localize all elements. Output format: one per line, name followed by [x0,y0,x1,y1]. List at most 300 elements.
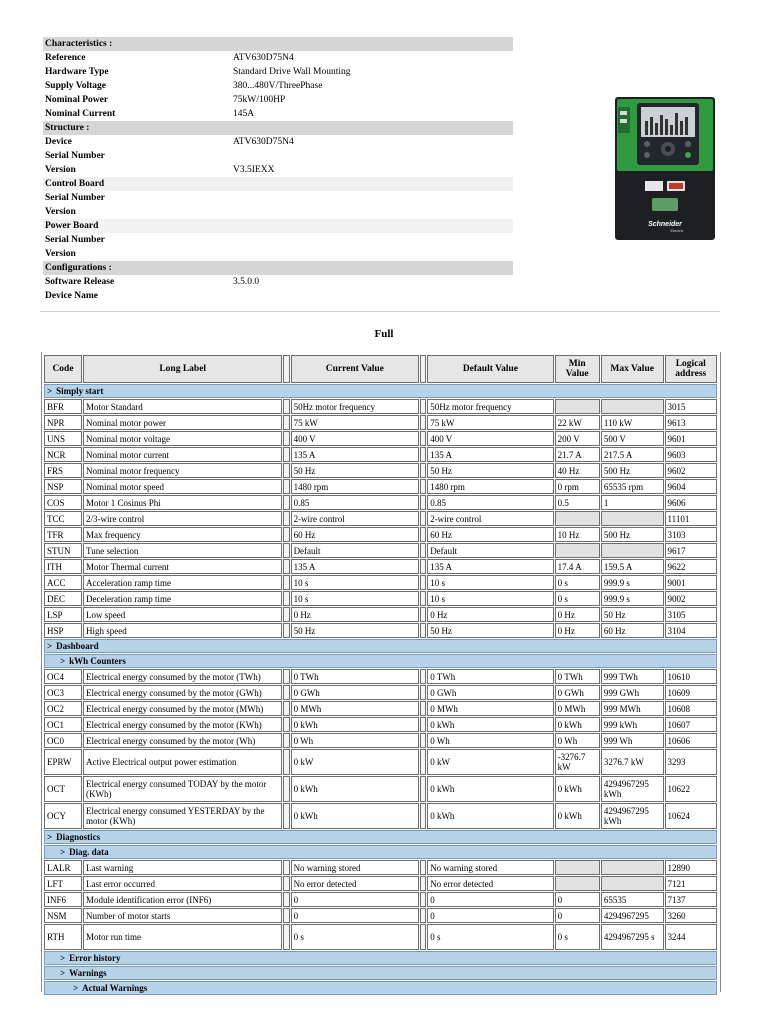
param-min-value: 0 MWh [555,701,600,716]
param-default-value: 10 s [427,575,553,590]
parameter-row [44,892,717,907]
param-default-value: 0 Wh [427,733,553,748]
group-row [44,951,717,965]
characteristics-section-row [43,37,513,51]
column-spacer [420,355,426,383]
param-min-value: 0 kWh [555,803,600,829]
param-current-value: 0 kWh [291,803,419,829]
param-default-value: 0 [427,908,553,923]
param-current-value: 0 GWh [291,685,419,700]
param-current-value: 2-wire control [291,511,419,526]
param-default-value: 0 MWh [427,701,553,716]
group-label: kWh Counters [69,656,126,666]
param-current-value: 50 Hz [291,623,419,638]
param-long-label: Electrical energy consumed TODAY by the motor (KWh) [83,776,282,802]
param-max-value: 500 V [601,431,664,446]
param-max-value: 60 Hz [601,623,664,638]
column-spacer [420,431,426,446]
brand-logo-text: Schneider [648,221,682,228]
param-min-value: 0 rpm [555,479,600,494]
header-code: Code [44,355,82,383]
group-label: Actual Warnings [82,983,148,993]
characteristic-label: Version [45,248,76,259]
param-max-value: 4294967295 s [601,924,664,950]
param-min-value: 22 kW [555,415,600,430]
characteristic-row [43,191,513,205]
param-max-value: 110 kW [601,415,664,430]
header-logical-address: Logical address [665,355,717,383]
param-current-value: No error detected [291,876,419,891]
param-max-value: 500 Hz [601,463,664,478]
param-current-value: 400 V [291,431,419,446]
group-label: Error history [69,953,121,963]
header-current-value: Current Value [291,355,419,383]
param-long-label: Low speed [83,607,282,622]
characteristic-label: Nominal Current [45,108,116,119]
param-min-value: 0 [555,892,600,907]
param-current-value: 0 kWh [291,717,419,732]
column-spacer [283,495,289,510]
characteristic-value [231,289,513,303]
section-divider [40,311,720,312]
characteristic-label: Serial Number [45,192,105,203]
param-default-value: 0 kWh [427,776,553,802]
column-spacer [420,415,426,430]
group-label: Warnings [69,968,107,978]
param-logical-address: 9002 [665,591,717,606]
param-logical-address: 3103 [665,527,717,542]
param-logical-address: 10609 [665,685,717,700]
column-spacer [283,527,289,542]
param-max-value: 999 kWh [601,717,664,732]
characteristic-label: Serial Number [45,150,105,161]
param-min-value: 0 Hz [555,623,600,638]
param-min-value: 0 s [555,924,600,950]
param-logical-address: 7121 [665,876,717,891]
column-spacer [283,749,289,775]
param-max-value: 159.5 A [601,559,664,574]
characteristic-row [43,163,513,177]
characteristic-row [43,205,513,219]
param-logical-address: 3105 [665,607,717,622]
column-spacer [420,876,426,891]
param-long-label: Number of motor starts [83,908,282,923]
param-default-value: 0 Hz [427,607,553,622]
param-current-value: 0 Hz [291,607,419,622]
param-default-value: 50 Hz [427,623,553,638]
param-logical-address: 12890 [665,860,717,875]
characteristic-row [43,93,513,107]
group-header[interactable] [44,845,717,859]
parameter-row [44,575,717,590]
characteristic-label: Device [45,136,72,147]
param-current-value: 1480 rpm [291,479,419,494]
parameter-row [44,559,717,574]
expand-arrow-icon: > [60,968,66,978]
param-min-value: 21.7 A [555,447,600,462]
param-code: OC0 [44,733,82,748]
param-logical-address: 3104 [665,623,717,638]
header-min-value: Min Value [555,355,600,383]
param-long-label: Motor run time [83,924,282,950]
param-code: COS [44,495,82,510]
param-min-value [555,876,600,891]
param-min-value [555,399,600,414]
column-spacer [283,776,289,802]
param-long-label: 2/3-wire control [83,511,282,526]
param-logical-address: 9613 [665,415,717,430]
characteristic-label: Version [45,206,76,217]
param-default-value: 135 A [427,559,553,574]
param-current-value: No warning stored [291,860,419,875]
table-header-row [44,355,717,383]
characteristic-value: 75kW/100HP [233,94,286,105]
param-min-value: 10 Hz [555,527,600,542]
param-default-value: 0.85 [427,495,553,510]
param-code: FRS [44,463,82,478]
param-logical-address: 10610 [665,669,717,684]
parameter-row [44,924,717,950]
characteristic-label: Control Board [43,177,231,191]
param-code: TCC [44,511,82,526]
param-default-value: Default [427,543,553,558]
parameter-row [44,415,717,430]
param-code: BFR [44,399,82,414]
column-spacer [283,669,289,684]
section-fill [231,37,513,51]
parameter-row [44,431,717,446]
parameter-row [44,733,717,748]
param-min-value: 0 s [555,591,600,606]
column-spacer [283,431,289,446]
group-header[interactable] [44,951,717,965]
characteristic-value: ATV630D75N4 [233,136,294,147]
param-long-label: Electrical energy consumed by the motor (MWh) [83,701,282,716]
parameter-row [44,479,717,494]
expand-arrow-icon: > [47,832,53,842]
param-code: OCT [44,776,82,802]
param-max-value: 1 [601,495,664,510]
param-current-value: 10 s [291,575,419,590]
param-max-value: 500 Hz [601,527,664,542]
characteristic-value [231,219,513,233]
group-header[interactable] [44,654,717,668]
param-long-label: Electrical energy consumed by the motor (TWh) [83,669,282,684]
column-spacer [283,924,289,950]
param-min-value [555,511,600,526]
header-default-value: Default Value [427,355,553,383]
param-code: NPR [44,415,82,430]
param-long-label: Module identification error (INF6) [83,892,282,907]
param-logical-address: 11101 [665,511,717,526]
param-min-value [555,543,600,558]
column-spacer [420,669,426,684]
param-max-value [601,860,664,875]
param-default-value: 400 V [427,431,553,446]
param-default-value: 135 A [427,447,553,462]
param-code: INF6 [44,892,82,907]
group-header[interactable] [44,830,717,844]
column-spacer [283,623,289,638]
param-logical-address: 10606 [665,733,717,748]
column-spacer [283,511,289,526]
param-current-value: 0 Wh [291,733,419,748]
param-code: OCY [44,803,82,829]
parameter-row [44,701,717,716]
column-spacer [420,908,426,923]
param-logical-address: 3015 [665,399,717,414]
param-code: DEC [44,591,82,606]
param-default-value: 0 kWh [427,717,553,732]
param-code: HSP [44,623,82,638]
section-fill [231,121,513,135]
param-code: NCR [44,447,82,462]
column-spacer [420,479,426,494]
header-max-value: Max Value [601,355,664,383]
param-logical-address: 9606 [665,495,717,510]
characteristic-value [231,191,513,205]
characteristics-section-row [43,261,513,275]
column-spacer [283,447,289,462]
column-spacer [283,717,289,732]
param-long-label: Motor Thermal current [83,559,282,574]
parameter-row [44,623,717,638]
characteristic-value: V3.5IEXX [233,164,275,175]
param-default-value: 75 kW [427,415,553,430]
param-default-value: No error detected [427,876,553,891]
param-default-value: 0 kWh [427,803,553,829]
param-long-label: Max frequency [83,527,282,542]
group-row [44,654,717,668]
expand-arrow-icon: > [60,656,66,666]
parameter-row [44,543,717,558]
param-code: NSP [44,479,82,494]
param-max-value: 50 Hz [601,607,664,622]
param-current-value: 10 s [291,591,419,606]
param-max-value [601,511,664,526]
param-current-value: 0 s [291,924,419,950]
group-header[interactable] [44,966,717,980]
column-spacer [283,355,289,383]
param-logical-address: 3244 [665,924,717,950]
param-logical-address: 3260 [665,908,717,923]
characteristic-row [43,219,513,233]
section-fill [231,261,513,275]
param-default-value: 0 s [427,924,553,950]
column-spacer [283,908,289,923]
param-default-value: 1480 rpm [427,479,553,494]
param-logical-address: 9001 [665,575,717,590]
column-spacer [283,803,289,829]
group-label: Diagnostics [56,832,101,842]
characteristic-value: Standard Drive Wall Mounting [233,66,351,77]
param-current-value: Default [291,543,419,558]
param-current-value: 0 kWh [291,776,419,802]
characteristic-value [231,247,513,261]
param-min-value: 0 Hz [555,607,600,622]
param-current-value: 50 Hz [291,463,419,478]
column-spacer [420,733,426,748]
parameter-row [44,717,717,732]
column-spacer [420,511,426,526]
header-long-label: Long Label [83,355,282,383]
param-logical-address: 9617 [665,543,717,558]
param-min-value: 0 s [555,575,600,590]
section-title: Structure : [43,121,231,135]
parameter-row [44,447,717,462]
column-spacer [283,701,289,716]
column-spacer [420,892,426,907]
column-spacer [420,776,426,802]
parameter-row [44,591,717,606]
column-spacer [420,543,426,558]
param-long-label: Electrical energy consumed by the motor (Wh) [83,733,282,748]
param-default-value: 0 GWh [427,685,553,700]
group-row [44,966,717,980]
characteristic-value: 380...480V/ThreePhase [233,80,323,91]
param-long-label: Nominal motor frequency [83,463,282,478]
characteristic-row [43,289,513,303]
param-code: OC3 [44,685,82,700]
param-code: LALR [44,860,82,875]
column-spacer [420,607,426,622]
param-max-value: 4294967295 kWh [601,803,664,829]
param-max-value: 4294967295 kWh [601,776,664,802]
characteristic-label: Power Board [43,219,231,233]
param-long-label: Nominal motor current [83,447,282,462]
param-logical-address: 9601 [665,431,717,446]
characteristic-row [43,65,513,79]
param-current-value: 135 A [291,559,419,574]
group-row [44,830,717,844]
param-logical-address: 10624 [665,803,717,829]
param-max-value: 999 TWh [601,669,664,684]
parameter-row [44,685,717,700]
param-logical-address: 9603 [665,447,717,462]
param-long-label: Nominal motor voltage [83,431,282,446]
expand-arrow-icon: > [60,953,66,963]
column-spacer [420,860,426,875]
param-current-value: 135 A [291,447,419,462]
param-default-value: 2-wire control [427,511,553,526]
param-long-label: Electrical energy consumed by the motor (KWh) [83,717,282,732]
param-min-value: 0.5 [555,495,600,510]
group-header[interactable] [44,639,717,653]
param-max-value [601,543,664,558]
parameter-row [44,463,717,478]
param-min-value: 0 kWh [555,717,600,732]
full-title: Full [374,328,394,340]
parameter-table [43,354,718,996]
param-min-value: 0 GWh [555,685,600,700]
parameter-row [44,399,717,414]
group-row [44,845,717,859]
parameter-row [44,749,717,775]
parameter-row [44,860,717,875]
param-min-value [555,860,600,875]
column-spacer [283,543,289,558]
characteristic-value: 145A [233,108,255,119]
param-min-value: 40 Hz [555,463,600,478]
param-default-value: 0 TWh [427,669,553,684]
column-spacer [283,575,289,590]
param-logical-address: 3293 [665,749,717,775]
column-spacer [283,591,289,606]
param-logical-address: 9622 [665,559,717,574]
param-logical-address: 9602 [665,463,717,478]
column-spacer [420,575,426,590]
parameter-row [44,876,717,891]
characteristic-row [43,107,513,121]
param-long-label: Motor Standard [83,399,282,414]
param-long-label: Last warning [83,860,282,875]
characteristic-row [43,177,513,191]
group-header[interactable] [44,981,717,995]
param-current-value: 0 MWh [291,701,419,716]
characteristic-row [43,247,513,261]
param-long-label: Nominal motor power [83,415,282,430]
parameter-row [44,495,717,510]
param-code: TFR [44,527,82,542]
column-spacer [283,559,289,574]
group-row [44,384,717,398]
parameter-row [44,908,717,923]
characteristic-value [231,205,513,219]
drive-product-image [615,97,715,240]
characteristic-row [43,51,513,65]
param-code: EPRW [44,749,82,775]
group-row [44,639,717,653]
param-code: UNS [44,431,82,446]
param-max-value: 65535 [601,892,664,907]
param-min-value: 0 [555,908,600,923]
characteristic-label: Serial Number [45,234,105,245]
param-max-value: 999 Wh [601,733,664,748]
param-min-value: 200 V [555,431,600,446]
section-title: Characteristics : [43,37,231,51]
characteristic-value [231,149,513,163]
param-current-value: 75 kW [291,415,419,430]
param-code: OC4 [44,669,82,684]
param-current-value: 0 [291,908,419,923]
parameter-row [44,511,717,526]
param-default-value: 50 Hz [427,463,553,478]
column-spacer [283,399,289,414]
group-header[interactable] [44,384,717,398]
group-label: Simply start [56,386,104,396]
param-default-value: 0 kW [427,749,553,775]
characteristic-value: ATV630D75N4 [233,52,294,63]
characteristics-section-row [43,121,513,135]
characteristics-table [43,37,513,303]
param-default-value: No warning stored [427,860,553,875]
param-code: RTH [44,924,82,950]
param-current-value: 0 kW [291,749,419,775]
param-min-value: -3276.7 kW [555,749,600,775]
column-spacer [420,399,426,414]
parameter-row [44,669,717,684]
expand-arrow-icon: > [60,847,66,857]
column-spacer [420,527,426,542]
column-spacer [283,733,289,748]
param-code: OC2 [44,701,82,716]
param-logical-address: 9604 [665,479,717,494]
param-max-value: 65535 rpm [601,479,664,494]
column-spacer [420,749,426,775]
column-spacer [420,559,426,574]
param-code: STUN [44,543,82,558]
param-max-value: 4294967295 [601,908,664,923]
